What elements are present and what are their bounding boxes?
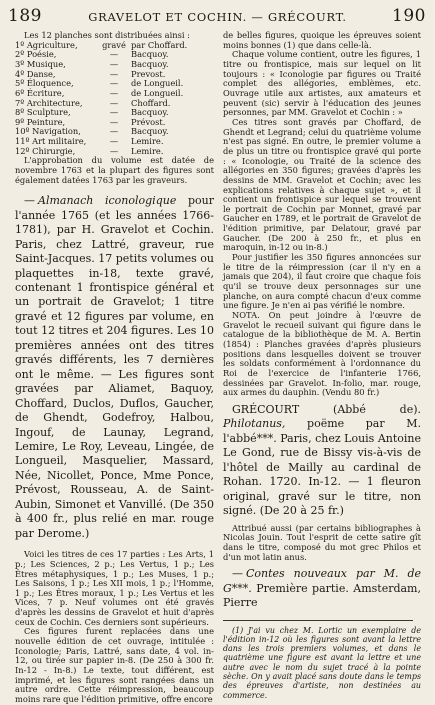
plates-intro: Les 12 planches sont distribuées ainsi : <box>24 30 190 40</box>
continuation-paragraph: de belles figures, quoique les épreuves soient moins bonnes (1) que dans celle-là. <box>223 30 421 50</box>
volume-list <box>15 41 214 157</box>
volume-engraver: Prévost. <box>131 116 166 127</box>
volume-engraver: Bacquoy. <box>131 58 169 69</box>
volume-engraved-marker: — <box>109 58 119 69</box>
volume-engraver: de Longueil. <box>131 78 184 89</box>
running-head: GRAVELOT ET COCHIN. — GRÉCOURT. <box>88 10 347 24</box>
footnote: (1) J'ai vu chez M. Lortic un exemplaire de l'édition in-12 où les figures sont avant la lettre dans les trois premiers volumes, et dans le quatrième une figure est avant la lettre et une autre avec le nom du sujet tracé à la pointe sèche. On y avait placé sans doute dans le temps des épreuves d'artiste, non destinées au commerce. <box>223 625 421 700</box>
volume-contents-paragraph: Chaque volume contient, outre les figures, 1 titre ou frontispice, mais sur lequel on lit toujours : « Iconologie par figures ou Traité complet des allégories, emblèmes, etc. Ouvrage utile aux artistes, aux amateurs et peuvent (sic) servir à l'éducation des jeunes personnes, par MM. Gravelot et Cochin : » <box>223 49 421 118</box>
contes-entry: — Contes nouveaux par M. de G***. Première partie. Amsterdam, Pierre <box>223 567 421 610</box>
right-column <box>223 31 421 700</box>
contes-body: Première partie. Amsterdam, Pierre <box>223 581 421 610</box>
volume-engraver: Choffard. <box>131 97 171 108</box>
volume-engraver: Bacquoy. <box>131 107 169 118</box>
almanach-body: pour l'année 1765 (et les années 1766-1781), par H. Gravelot et Cochin. Paris, chez Lattré, graveur, rue Saint-Jacques. 17 petits volumes ou plaquettes in-18, texte gravé, contenant 1 frontispice général et un portrait de Gravelot; 1 titre gravé et 12 figures par volume, en tout 12 titres et 204 figures. Les 10 premières années ont des titres gravés différents, les 7 dernières ont le même. — Les figures sont gravées par Aliamet, Baquoy, Choffard, Duclos, Duflos, Gaucher, de Ghendt, Godefroy, Halbou, Ingouf, de Launay, Legrand, Lemire, Le Roy, Leveau, Lingée, de Longueil, Masquelier, Massard, Née, Nicollet, Ponce, Mme Ponce, Prévost, Rousseau, A. de Saint-Aubin, Simonet et Vanvillé. (De 350 à 400 fr., plus relié en mar. rouge par Derome.) <box>15 194 215 540</box>
volume-engraved-marker: — <box>109 97 119 108</box>
attribution-paragraph: Attribué aussi (par certains bibliographes à Nicolas Jouin. Tout l'esprit de cette satire gît dans le titre, composé du mot grec Philos et d'un mot latin anus. <box>223 522 421 562</box>
volume-subject: 4º Danse, <box>15 68 56 79</box>
volume-engraved-marker: — <box>109 116 119 127</box>
justification-paragraph: Pour justifier les 350 figures annoncées sur le titre de la réimpression (car il n'y en a jamais que 204), il faut croire que chaque fois qu'il se trouve deux personnages sur une planche, on aura compté chacun d'eux comme une figure. Je n'en ai pas vérifié le nombre. <box>223 252 421 311</box>
volume-engraved-marker: — <box>109 145 119 156</box>
volume-subject: 11º Art militaire, <box>15 136 87 147</box>
titres-paragraph: Voici les titres de ces 17 parties : Les Arts, 1 p.; Les Sciences, 2 p.; Les Vertus, 1 p.; Les Êtres métaphysiques, 1 p.; Les Muses, 1 p.; Les Saisons, 1 p.; Les XII mois, 1 p.; l'Homme, 1 p.; Les Êtres moraux, 1 p.; Les Vertus et les Vices, 7 p. Neuf volumes ont été gravés d'après les dessins de Gravelot et huit d'après ceux de Cochin. Ces derniers sont supérieurs. <box>15 549 214 627</box>
volume-engraved-marker: — <box>109 126 119 137</box>
volume-subject: 7º Architecture, <box>15 97 83 108</box>
page-number-right: 190 <box>392 6 426 26</box>
volume-subject: 8º Sculpture, <box>15 107 71 118</box>
nota-paragraph: NOTA. On peut joindre à l'œuvre de Gravelot le recueil suivant qui figure dans le catalogue de la bibliothèque de M. A. Bertin (1854) : Planches gravées d'après plusieurs positions dans lesquelles doivent se trouver les soldats conformément à l'ordonnance du Roi de l'exercice de l'infanterie 1766, dessinées par Gravelot. In-folio, mar. rouge, aux armes du dauphin. (Vendu 80 fr.) <box>223 310 421 398</box>
volume-engraver: de Longueil. <box>131 87 184 98</box>
contes-title: Contes nouveaux par M. de G***. <box>223 567 421 595</box>
volume-subject: 12º Chirurgie, <box>15 145 76 156</box>
volume-subject: 10º Navigation, <box>15 126 81 137</box>
grecourt-title: Philotanus, <box>223 417 286 431</box>
volume-engraved-marker: — <box>109 87 119 98</box>
almanach-title: Almanach iconologique <box>38 194 177 208</box>
volume-engraver: Prevost. <box>131 68 166 79</box>
volume-subject: 2º Poésie, <box>15 49 57 60</box>
grecourt-body: poëme par M. l'abbé***. Paris, chez Louis Antoine Le Gond, rue de Bissy vis-à-vis de l'hôtel de Mailly au cardinal de Rohan. 1720. In-12. — 1 fleuron original, gravé sur le titre, non signé. (De 20 à 25 fr.) <box>223 417 421 518</box>
volume-engraver: Bacquoy. <box>131 49 169 60</box>
grecourt-heading: GRÉCOURT (Abbé de). <box>232 402 421 416</box>
titres-gravure-paragraph: Ces titres sont gravés par Choffard, de Ghendt et Legrand; celui du quatrième volume n'est pas signé. En outre, le premier volume a de plus un titre ou frontispice gravé qui porte : « Iconologie, ou Traité de la science des allégories en 350 figures; gravées d'après les dessins de MM. Gravelot et Cochin; avec les explications relatives à chaque sujet », et il contient un frontispice sur lequel se trouvent le portrait de Cochin par Monnet, gravé par Gaucher en 1789, et le portrait de Gravelot de l'édition primitive, par Delatour, gravé par Gaucher. (De 200 à 250 fr., et plus en maroquin, in-12 ou in-8.) <box>223 116 421 253</box>
volume-subject: 5º Éloquence, <box>15 78 74 89</box>
volume-subject: 6º Écriture, <box>15 87 65 98</box>
left-column <box>15 31 214 705</box>
volume-subject: 9º Peinture, <box>15 116 66 127</box>
volume-engraved-marker: — <box>109 78 119 89</box>
page-number-left: 189 <box>8 6 42 26</box>
volume-subject: 1º Agriculture, <box>15 39 78 50</box>
volume-subject: 3º Musique, <box>15 58 66 69</box>
grecourt-entry <box>223 403 421 519</box>
volume-engraved-marker: — <box>109 49 119 60</box>
volume-engraved-marker: — <box>109 136 119 147</box>
volume-engraved-marker: — <box>109 107 119 118</box>
reedition-paragraph: Ces figures furent replacées dans une nouvelle édition de cet ouvrage, intitulée : Iconologie; Paris, Lattré, sans date, 4 vol. in-12, ou tirée sur papier in-8. (De 250 à 300 fr. In-12 - In-8.) Le texte, tout différent, est imprimé, et les figures sont rangées dans un autre ordre. Cette réimpression, beaucoup moins rare que l'édition primitive, offre encore <box>15 626 214 705</box>
volume-engraved-marker: gravé <box>102 39 126 50</box>
page-header <box>0 6 435 28</box>
approbation-note: L'approbation du volume est datée de novembre 1763 et la plupart des figures sont également datées 1763 par les graveurs. <box>15 155 214 185</box>
almanach-entry: — Almanach iconologique pour l'année 1765 (et les années 1766-1781), par H. Gravelot et Cochin. Paris, chez Lattré, graveur, rue Saint-Jacques. 17 petits volumes ou plaquettes in-18, texte gravé, contenant 1 frontispice général et un portrait de Gravelot; 1 titre gravé et 12 figures par volume, en tout 12 titres et 204 figures. Les 10 premières années ont des titres gravés différents, les 7 dernières ont le même. — Les figures sont gravées par Aliamet, Baquoy, Choffard, Duclos, Duflos, Gaucher, de Ghendt, Godefroy, Halbou, Ingouf, de Launay, Legrand, Lemire, Le Roy, Leveau, Lingée, de Longueil, Masquelier, Massard, Née, Nicollet, Ponce, Mme Ponce, Prévost, Rousseau, A. de Saint-Aubin, Simonet et Vanvillé. (De 350 à 400 fr., plus relié en mar. rouge par Derome.) <box>15 194 215 540</box>
volume-engraver: Lemire. <box>131 145 164 156</box>
volume-engraver: Lemire. <box>131 136 164 147</box>
volume-engraver: Bacquoy. <box>131 126 169 137</box>
spacer <box>223 611 421 620</box>
spacer <box>15 185 214 194</box>
footnote-rule <box>223 620 413 621</box>
volume-engraver: par Choffard. <box>131 39 188 50</box>
volume-engraved-marker: — <box>109 68 119 79</box>
